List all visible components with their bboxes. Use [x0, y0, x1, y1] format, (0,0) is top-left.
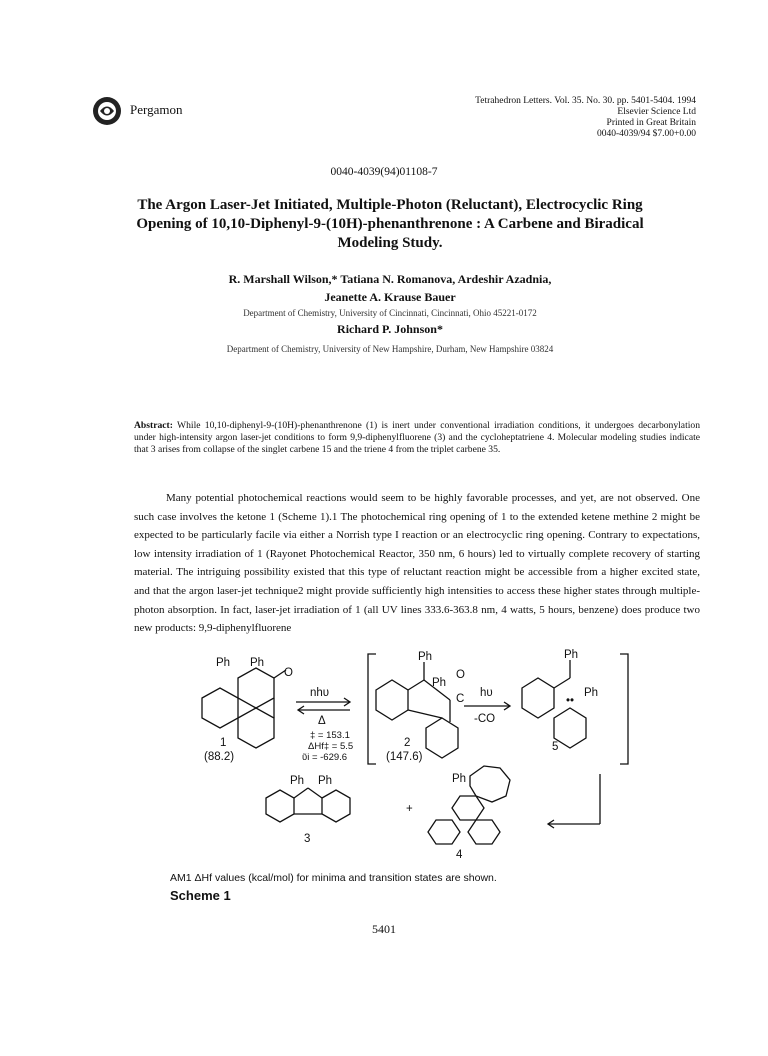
abstract-label: Abstract:: [134, 420, 173, 431]
paper-title: The Argon Laser-Jet Initiated, Multiple-Photon (Reluctant), Electrocyclic Ring Opening of 10,10-Diphenyl-9-(10H)-phenanthrenone : A Carbene and Biradical Modeling Study.: [136, 197, 644, 251]
ts-heat-formation: ‡ = 153.1: [310, 730, 350, 741]
ts-imaginary-frequency: ῦi = -629.6: [302, 752, 348, 763]
abstract-text: While 10,10-diphenyl-9-(10H)-phenanthrenone (1) is inert under conventional irradiation conditions, it undergoes decarbonylation under high-intensity argon laser-jet conditions to form 9,9-diphenylfluorene (3) and the cycloheptatriene 4. Molecular modeling studies indicate that 3 arises from collapse of the singlet carbene 15 and the triene 4 from the triplet carbene 35.: [134, 420, 700, 455]
journal-citation: [336, 96, 696, 140]
compound-1-ph-left: Ph: [216, 657, 231, 669]
scheme-1-diagram: [180, 646, 640, 868]
page-number: 5401: [372, 922, 396, 936]
journal-line-2: Elsevier Science Ltd: [617, 107, 696, 117]
compound-1-energy: (88.2): [204, 751, 235, 763]
abstract: [134, 420, 700, 456]
publisher-logo-icon: [92, 96, 122, 126]
compound-3-ph-right: Ph: [318, 775, 333, 787]
doi-code: 0040-4039(94)01108-7: [330, 166, 438, 178]
authors-line-2: Jeanette A. Krause Bauer: [324, 290, 456, 304]
affiliation-2: Department of Chemistry, University of New Hampshire, Durham, New Hampshire 03824: [226, 344, 554, 354]
journal-line-3: Printed in Great Britain: [606, 118, 696, 128]
compound-4-ring-mid: [452, 796, 484, 820]
arrow-label-delta: Δ: [318, 715, 326, 727]
authors-block: [110, 270, 670, 306]
compound-4-label: 4: [456, 849, 463, 861]
compound-2-oxygen: O: [456, 669, 465, 681]
compound-1-ring-top: [238, 668, 274, 708]
compound-3-ring-right: [322, 790, 350, 822]
arrow-label-hv: hυ: [480, 687, 493, 699]
ts-delta-hf: ΔHf‡ = 5.5: [308, 741, 354, 752]
compound-1-oxygen: O: [284, 667, 293, 679]
compound-5-ph-right: Ph: [584, 687, 599, 699]
compound-2-ph-right: Ph: [432, 677, 447, 689]
compound-5-ph-top: Ph: [564, 649, 579, 661]
scheme-label: Scheme 1: [170, 888, 231, 903]
authors-line-1: R. Marshall Wilson,* Tatiana N. Romanova, Ardeshir Azadnia,: [228, 272, 552, 286]
compound-5-label: 5: [552, 741, 559, 753]
compound-5-ring-right: [554, 708, 586, 748]
compound-4-ring-left: [428, 820, 460, 844]
compound-3-ph-left: Ph: [290, 775, 305, 787]
affiliation-1: Department of Chemistry, University of Cincinnati, Cincinnati, Ohio 45221-0172: [243, 308, 537, 318]
compound-2-energy: (147.6): [386, 751, 423, 763]
compound-1-ring-left: [202, 688, 238, 728]
compound-1-ring-right: [238, 708, 274, 748]
compound-5-ring-left: [522, 678, 554, 718]
compound-1-label: 1: [220, 737, 227, 749]
compound-5-carbene-dots: ••: [566, 695, 575, 707]
plus-sign: +: [406, 803, 413, 815]
compound-4-ph: Ph: [452, 773, 467, 785]
compound-2-ring-left: [376, 680, 408, 720]
compound-2-label: 2: [404, 737, 411, 749]
journal-line-4: 0040-4039/94 $7.00+0.00: [596, 129, 696, 139]
compound-2-carbon: C: [456, 693, 465, 705]
compound-1-ph-right: Ph: [250, 657, 265, 669]
arrow-label-minus-co: -CO: [474, 713, 496, 725]
scheme-caption: AM1 ΔHf values (kcal/mol) for minima and transition states are shown.: [170, 872, 497, 884]
author-3: Richard P. Johnson*: [337, 322, 443, 336]
publisher-name: Pergamon: [130, 102, 183, 117]
compound-2-ph-top: Ph: [418, 651, 433, 663]
compound-3-ring-left: [266, 790, 294, 822]
compound-4-ring-right: [468, 820, 500, 844]
compound-2-ring-right: [426, 718, 458, 758]
compound-3-label: 3: [304, 833, 311, 845]
journal-line-1: Tetrahedron Letters. Vol. 35. No. 30. pp. 5401-5404. 1994: [475, 96, 696, 106]
arrow-label-nhv: nhυ: [310, 687, 330, 699]
body-paragraph: Many potential photochemical reactions would seem to be highly favorable processes, and yet, are not observed. One such case involves the ketone 1 (Scheme 1).1 The photochemical ring opening of 1 to the extended ketene methine 2 might be expected to be particularly facile via either a Norrish type I reaction or an electrocyclic ring opening. Contrary to expectations, low intensity irradiation of 1 (Rayonet Photochemical Reactor, 350 nm, 6 hours) led to virtually complete recovery of starting material. The intriguing possibility existed that this type of reluctant reaction might be accessible from a higher excited state, and that the argon laser-jet technique2 might provide sufficiently high intensities to access these higher states through multiple-photon absorption. In fact, laser-jet irradiation of 1 (all UV lines 333.6-363.8 nm, 4 watts, 5 hours, benzene) does produce two new products: 9,9-diphenylfluorene: [134, 492, 700, 635]
